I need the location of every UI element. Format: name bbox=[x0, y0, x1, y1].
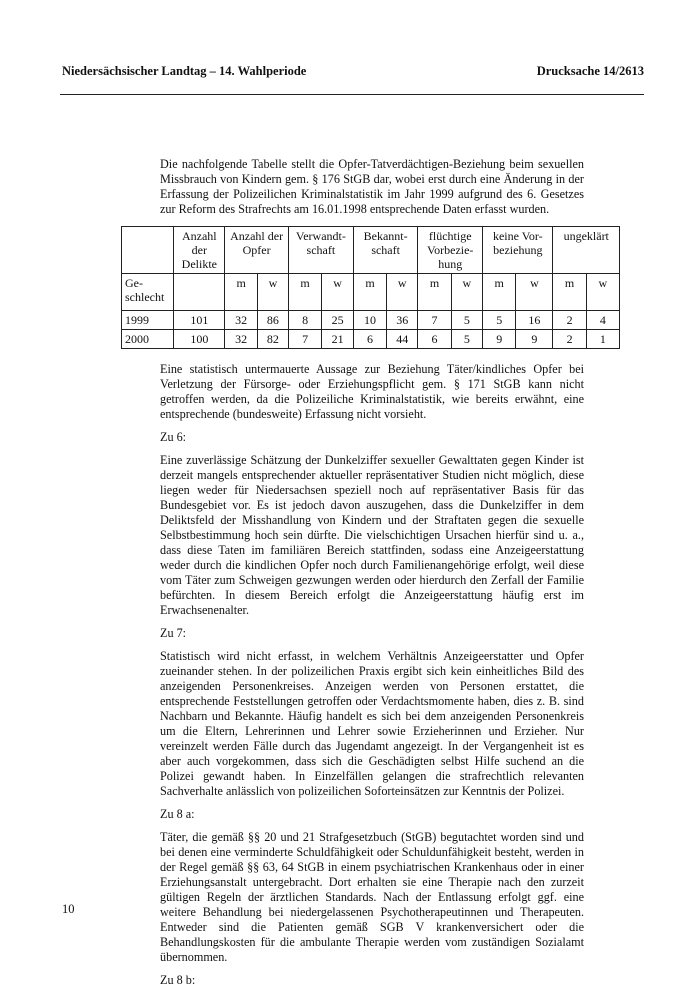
cell-keine-m: 5 bbox=[483, 311, 516, 330]
cell-delikte: 100 bbox=[174, 330, 225, 349]
intro-block bbox=[160, 157, 584, 225]
section-label-7: Zu 7: bbox=[160, 626, 187, 640]
col-m: m bbox=[353, 274, 386, 311]
page-header bbox=[62, 64, 644, 79]
col-m: m bbox=[483, 274, 516, 311]
header-title: Niedersächsischer Landtag – 14. Wahlperiode bbox=[62, 64, 307, 78]
table-sex-row bbox=[122, 274, 620, 311]
header-opfer: Anzahl der Opfer bbox=[225, 227, 289, 274]
cell-keine-w: 16 bbox=[516, 311, 553, 330]
section-label-8a: Zu 8 a: bbox=[160, 807, 195, 821]
header-bekanntschaft: Bekannt-schaft bbox=[353, 227, 417, 274]
cell-opfer-w: 82 bbox=[258, 330, 289, 349]
col-w: w bbox=[387, 274, 418, 311]
intro-paragraph: Die nachfolgende Tabelle stellt die Opfer-Tatverdächtigen-Beziehung beim sexuellen Missbrauch von Kindern gem. § 176 StGB dar, wobei erst durch eine Änderung in der Erfassung der Polizeilichen Kriminalstatistik im Jahr 1999 aufgrund des 6. Gesetzes zur Reform des Strafrechts am 16.01.1998 entsprechende Daten erfasst wurden. bbox=[160, 157, 584, 216]
cell-ung-m: 2 bbox=[553, 311, 586, 330]
sex-label: Ge-schlecht bbox=[122, 274, 174, 311]
col-m: m bbox=[418, 274, 451, 311]
cell-ung-w: 1 bbox=[586, 330, 619, 349]
col-w: w bbox=[586, 274, 619, 311]
cell-flue-m: 6 bbox=[418, 330, 451, 349]
page-number: 10 bbox=[62, 902, 75, 916]
header-verwandtschaft: Verwandt-schaft bbox=[288, 227, 353, 274]
col-w: w bbox=[322, 274, 354, 311]
cell-flue-w: 5 bbox=[451, 311, 482, 330]
cell-bek-m: 6 bbox=[353, 330, 386, 349]
paragraph-zu-7: Statistisch wird nicht erfasst, in welchem Verhältnis Anzeigeerstatter und Opfer zueinander stehen. In der polizeilichen Praxis ergibt sich kein einheitliches Bild des anzeigenden Personenkreises. Anzeigen werden von Personen erstattet, die entsprechende Feststellungen getroffen oder Verdachtsmomente haben, dies z. B. sind Nachbarn und Bekannte. Häufig handelt es sich bei dem anzeigenden Personenkreis um die Eltern, Lehrerinnen und Lehrer sowie Erzieherinnen und Erzieher. Nur vereinzelt werden Fälle durch das Jugendamt angezeigt. In der Vergangenheit ist es aber auch vorgekommen, dass sich die Geschädigten selbst Hilfe suchend an die Polizei gewandt haben. In Einzelfällen gelangen die strafrechtlich relevanten Sachverhalte anlässlich von polizeilichen Soforteinsätzen zur Kenntnis der Polizei. bbox=[160, 649, 584, 798]
section-label-6: Zu 6: bbox=[160, 430, 187, 444]
paragraph-zu-8a: Täter, die gemäß §§ 20 und 21 Strafgesetzbuch (StGB) begutachtet worden sind und bei denen eine verminderte Schuldfähigkeit oder Schuldunfähigkeit besteht, werden in der Regel gemäß §§ 63, 64 StGB in einem psychiatrischen Krankenhaus oder in einer Erziehungsanstalt untergebracht. Dort erhalten sie eine Therapie nach den zurzeit gültigen Regeln der ärztlichen Standards. Nach der Entlassung erfolgt ggf. eine weitere Behandlung bei niedergelassenen Psychotherapeutinnen und Therapeuten. Entweder sind die Patienten gemäß SGB V krankenversichert oder die Behandlungskosten für die ambulante Therapie werden vom zuständigen Sozialamt übernommen. bbox=[160, 830, 584, 964]
col-w: w bbox=[258, 274, 289, 311]
cell-verw-w: 21 bbox=[322, 330, 354, 349]
header-keine-vorbeziehung: keine Vor-beziehung bbox=[483, 227, 553, 274]
cell-bek-m: 10 bbox=[353, 311, 386, 330]
cell-flue-w: 5 bbox=[451, 330, 482, 349]
row-year: 1999 bbox=[122, 311, 174, 330]
col-w: w bbox=[451, 274, 482, 311]
col-m: m bbox=[288, 274, 321, 311]
col-m: m bbox=[553, 274, 586, 311]
cell-verw-m: 8 bbox=[288, 311, 321, 330]
cell-verw-w: 25 bbox=[322, 311, 354, 330]
header-delikte: Anzahl der Delikte bbox=[174, 227, 225, 274]
cell-opfer-m: 32 bbox=[225, 330, 258, 349]
cell-keine-m: 9 bbox=[483, 330, 516, 349]
header-ungeklaert: ungeklärt bbox=[553, 227, 620, 274]
cell-verw-m: 7 bbox=[288, 330, 321, 349]
col-m: m bbox=[225, 274, 258, 311]
cell-ung-m: 2 bbox=[553, 330, 586, 349]
section-label-8b: Zu 8 b: bbox=[160, 973, 196, 987]
table-row bbox=[122, 330, 620, 349]
cell-opfer-m: 32 bbox=[225, 311, 258, 330]
document-number: Drucksache 14/2613 bbox=[536, 64, 644, 78]
cell-flue-m: 7 bbox=[418, 311, 451, 330]
cell-bek-w: 36 bbox=[387, 311, 418, 330]
cell-ung-w: 4 bbox=[586, 311, 619, 330]
header-fluechtige-vorbeziehung: flüchtige Vorbezie-hung bbox=[418, 227, 483, 274]
body-text bbox=[160, 362, 584, 996]
cell-bek-w: 44 bbox=[387, 330, 418, 349]
cell-opfer-w: 86 bbox=[258, 311, 289, 330]
corner-cell bbox=[122, 227, 174, 274]
cell-keine-w: 9 bbox=[516, 330, 553, 349]
paragraph-171: Eine statistisch untermauerte Aussage zur Beziehung Täter/kindliches Opfer bei Verletzung der Fürsorge- oder Erziehungspflicht gem. § 171 StGB kann nicht getroffen werden, da die Polizeiliche Kriminalstatistik, wie bereits erwähnt, eine entsprechende (bundesweite) Erfassung nicht vorsieht. bbox=[160, 362, 584, 421]
cell-delikte: 101 bbox=[174, 311, 225, 330]
row-year: 2000 bbox=[122, 330, 174, 349]
paragraph-zu-6: Eine zuverlässige Schätzung der Dunkelziffer sexueller Gewalttaten gegen Kinder ist derzeit mangels entsprechender aktueller repräsentativer Studien nicht möglich, diese liegen weder für Niedersachsen speziell noch auf repräsentativer Basis für das Bundesgebiet vor. Es ist jedoch davon auszugehen, dass die Dunkelziffer in dem Deliktsfeld der Misshandlung von Kindern und der Straftaten gegen die sexuelle Selbstbestimmung hoch sein dürfte. Die vielschichtigen Ursachen hierfür sind u. a., dass diese Taten im familiären Bereich stattfinden, sodass eine Anzeigeerstattung weder durch die kindlichen Opfer noch durch Familienangehörige erfolgt, weil diese vom Täter zum Schweigen gezwungen werden oder hierdurch den Zerfall der Familie befürchten. In diesem Bereich erfolgt die Anzeigeerstattung häufig erst im Erwachsenenalter. bbox=[160, 453, 584, 617]
empty-cell bbox=[174, 274, 225, 311]
col-w: w bbox=[516, 274, 553, 311]
table-row bbox=[122, 311, 620, 330]
table-header-row bbox=[122, 227, 620, 274]
victim-suspect-table bbox=[121, 226, 620, 349]
header-divider bbox=[60, 94, 644, 95]
